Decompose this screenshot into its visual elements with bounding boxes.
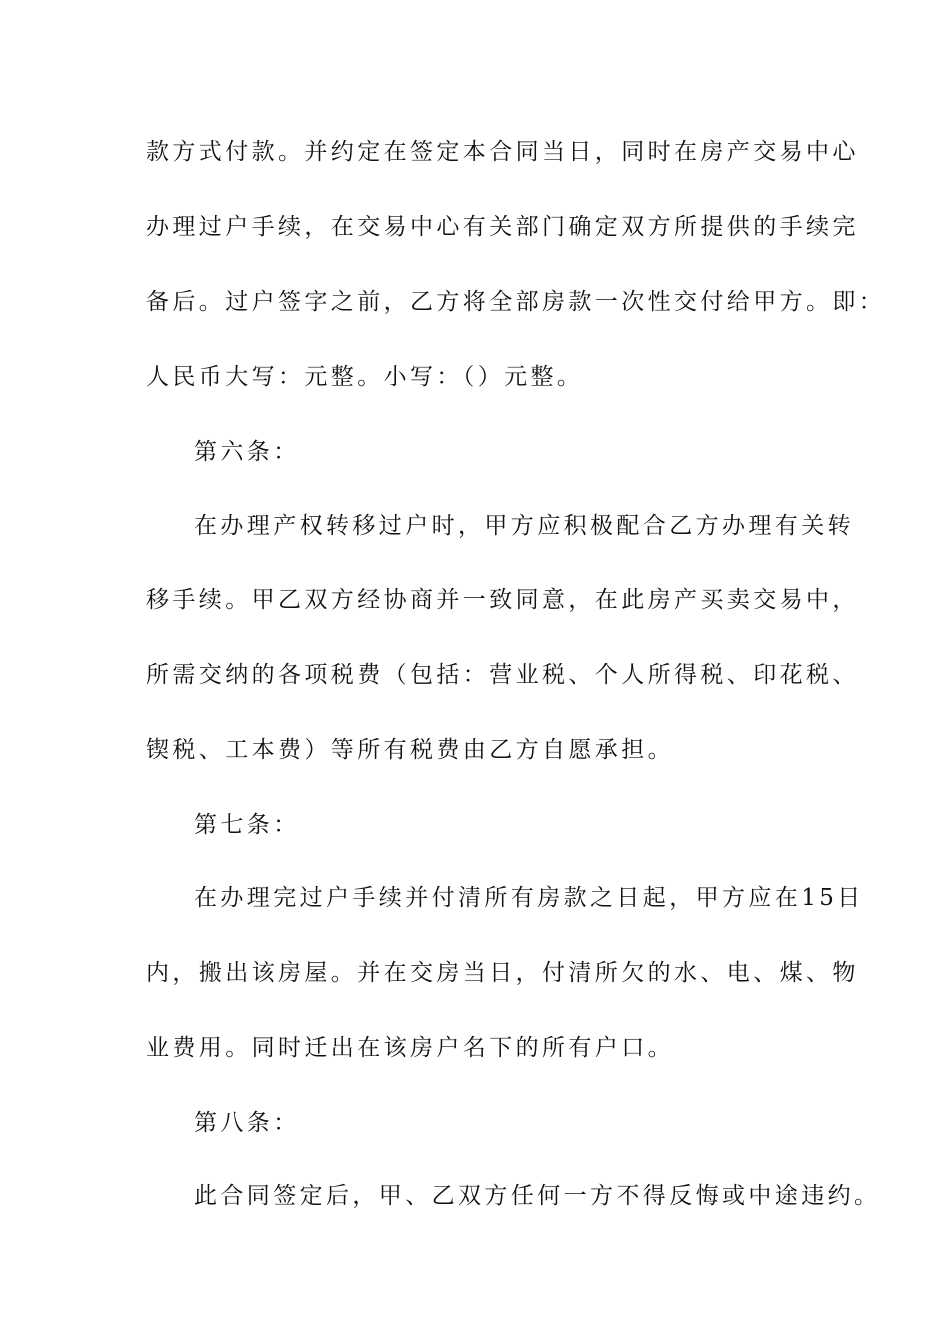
article-heading: 第八条： — [194, 1110, 300, 1136]
paragraph-line: 业费用。同时迁出在该房户名下的所有户口。 — [146, 1035, 674, 1061]
paragraph-line: 人民币大写：元整。小写：（）元整。 — [146, 364, 584, 390]
paragraph-line: 锲税、工本费）等所有税费由乙方自愿承担。 — [146, 737, 674, 763]
paragraph-line: 所需交纳的各项税费（包括：营业税、个人所得税、印花税、 — [146, 662, 859, 688]
paragraph-line: 备后。过户签字之前，乙方将全部房款一次性交付给甲方。即： — [146, 289, 886, 315]
article-heading: 第六条： — [194, 439, 300, 465]
paragraph-line: 此合同签定后，甲、乙双方任何一方不得反悔或中途违约。 — [194, 1183, 881, 1209]
paragraph-line: 办理过户手续，在交易中心有关部门确定双方所提供的手续完 — [146, 214, 859, 240]
article-heading: 第七条： — [194, 812, 300, 838]
paragraph-line: 移手续。甲乙双方经协商并一致同意，在此房产买卖交易中， — [146, 587, 859, 613]
paragraph-line: 内，搬出该房屋。并在交房当日，付清所欠的水、电、煤、物 — [146, 960, 859, 986]
paragraph-line: 在办理产权转移过户时，甲方应积极配合乙方办理有关转 — [194, 513, 854, 539]
paragraph-line: 在办理完过户手续并付清所有房款之日起，甲方应在15日 — [194, 885, 864, 911]
paragraph-line: 款方式付款。并约定在签定本合同当日，同时在房产交易中心 — [146, 139, 859, 165]
